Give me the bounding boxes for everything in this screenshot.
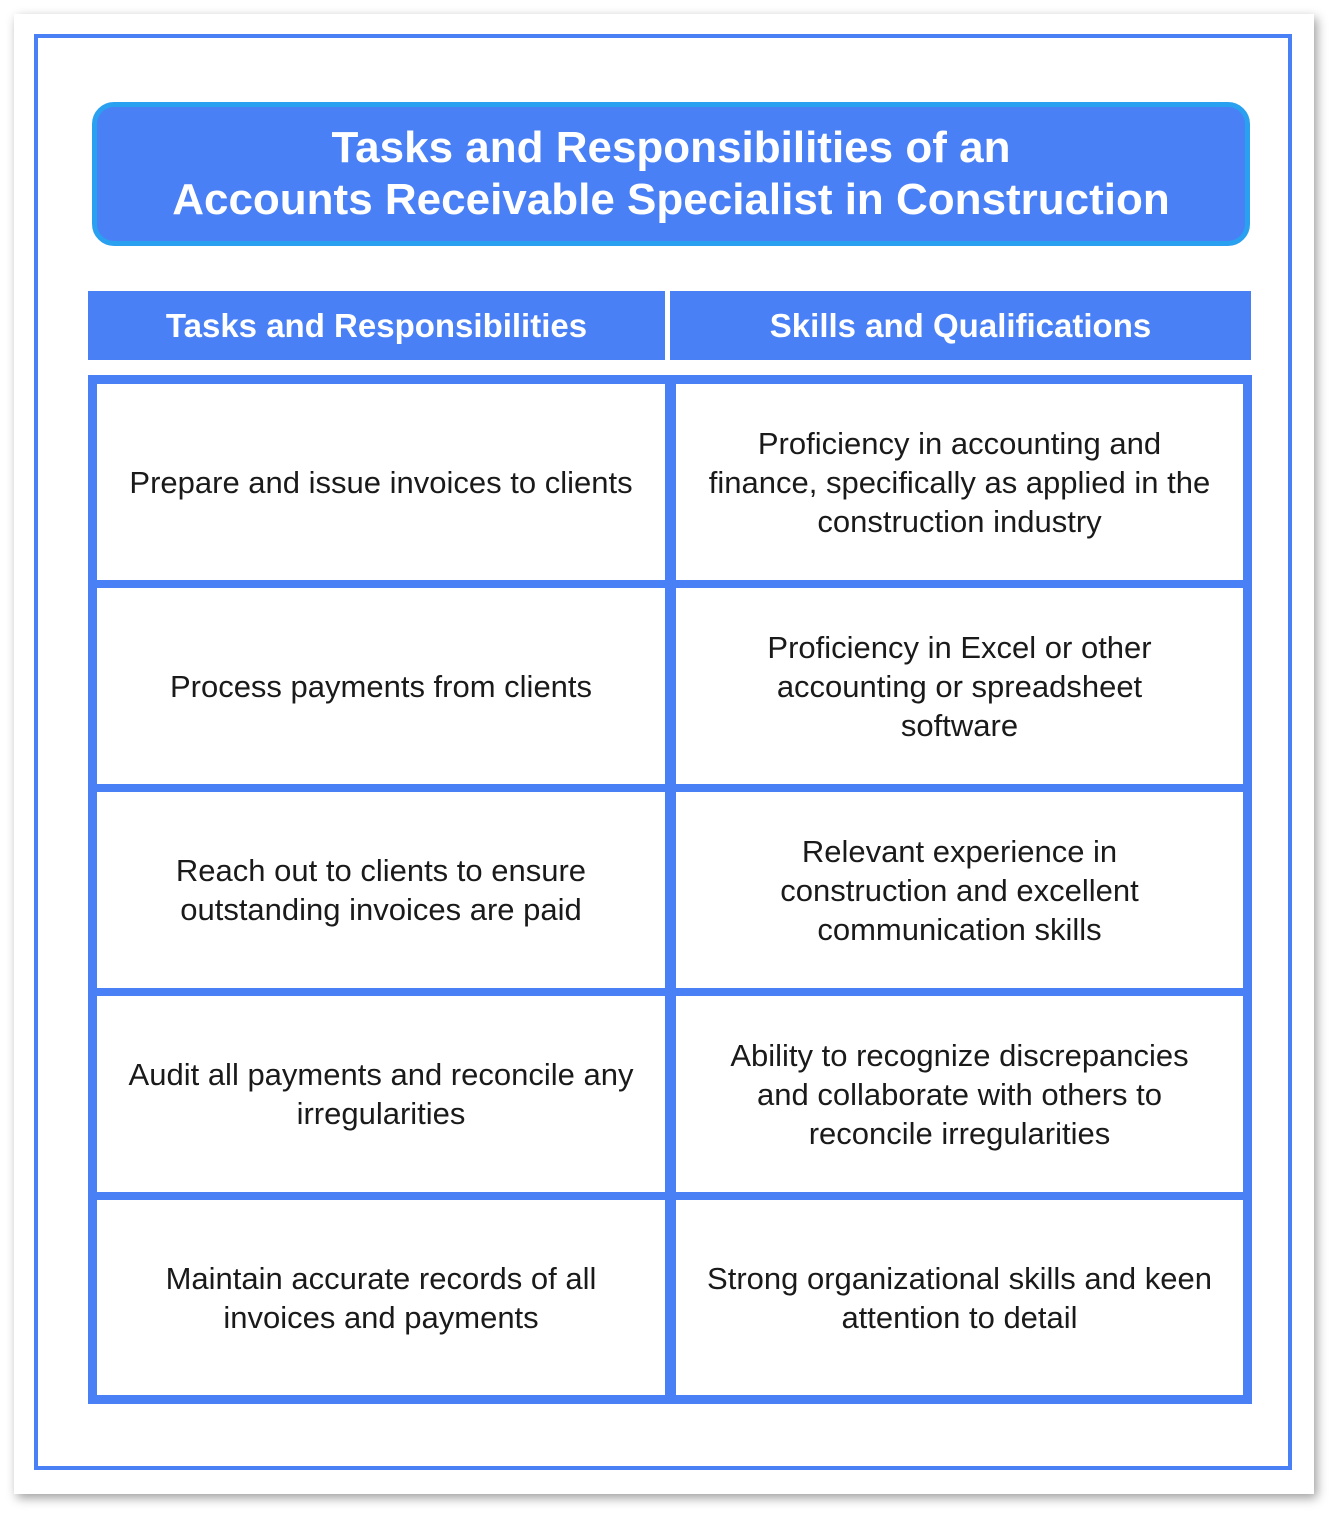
title-banner [92,102,1250,246]
page-title [172,122,1170,226]
column-header-skills: Skills and Qualifications [670,291,1251,360]
table-cell-skill: Proficiency in Excel or other accounting or spreadsheet software [676,588,1243,784]
title-line-1: Tasks and Responsibilities of an [331,123,1011,172]
table-cell-task: Audit all payments and reconcile any irregularities [97,996,665,1192]
table-cell-skill: Relevant experience in construction and excellent communication skills [676,792,1243,988]
table-cell-task: Reach out to clients to ensure outstanding invoices are paid [97,792,665,988]
table-cell-skill: Strong organizational skills and keen attention to detail [676,1200,1243,1395]
table-cell-task: Maintain accurate records of all invoices and payments [97,1200,665,1395]
table-cell-task: Prepare and issue invoices to clients [97,384,665,580]
column-header-tasks: Tasks and Responsibilities [88,291,665,360]
table-cell-task: Process payments from clients [97,588,665,784]
responsibilities-table [88,375,1252,1404]
table-cell-skill: Ability to recognize discrepancies and collaborate with others to reconcile irregularities [676,996,1243,1192]
title-line-2: Accounts Receivable Specialist in Construction [172,175,1170,224]
table-cell-skill: Proficiency in accounting and finance, specifically as applied in the construction industry [676,384,1243,580]
